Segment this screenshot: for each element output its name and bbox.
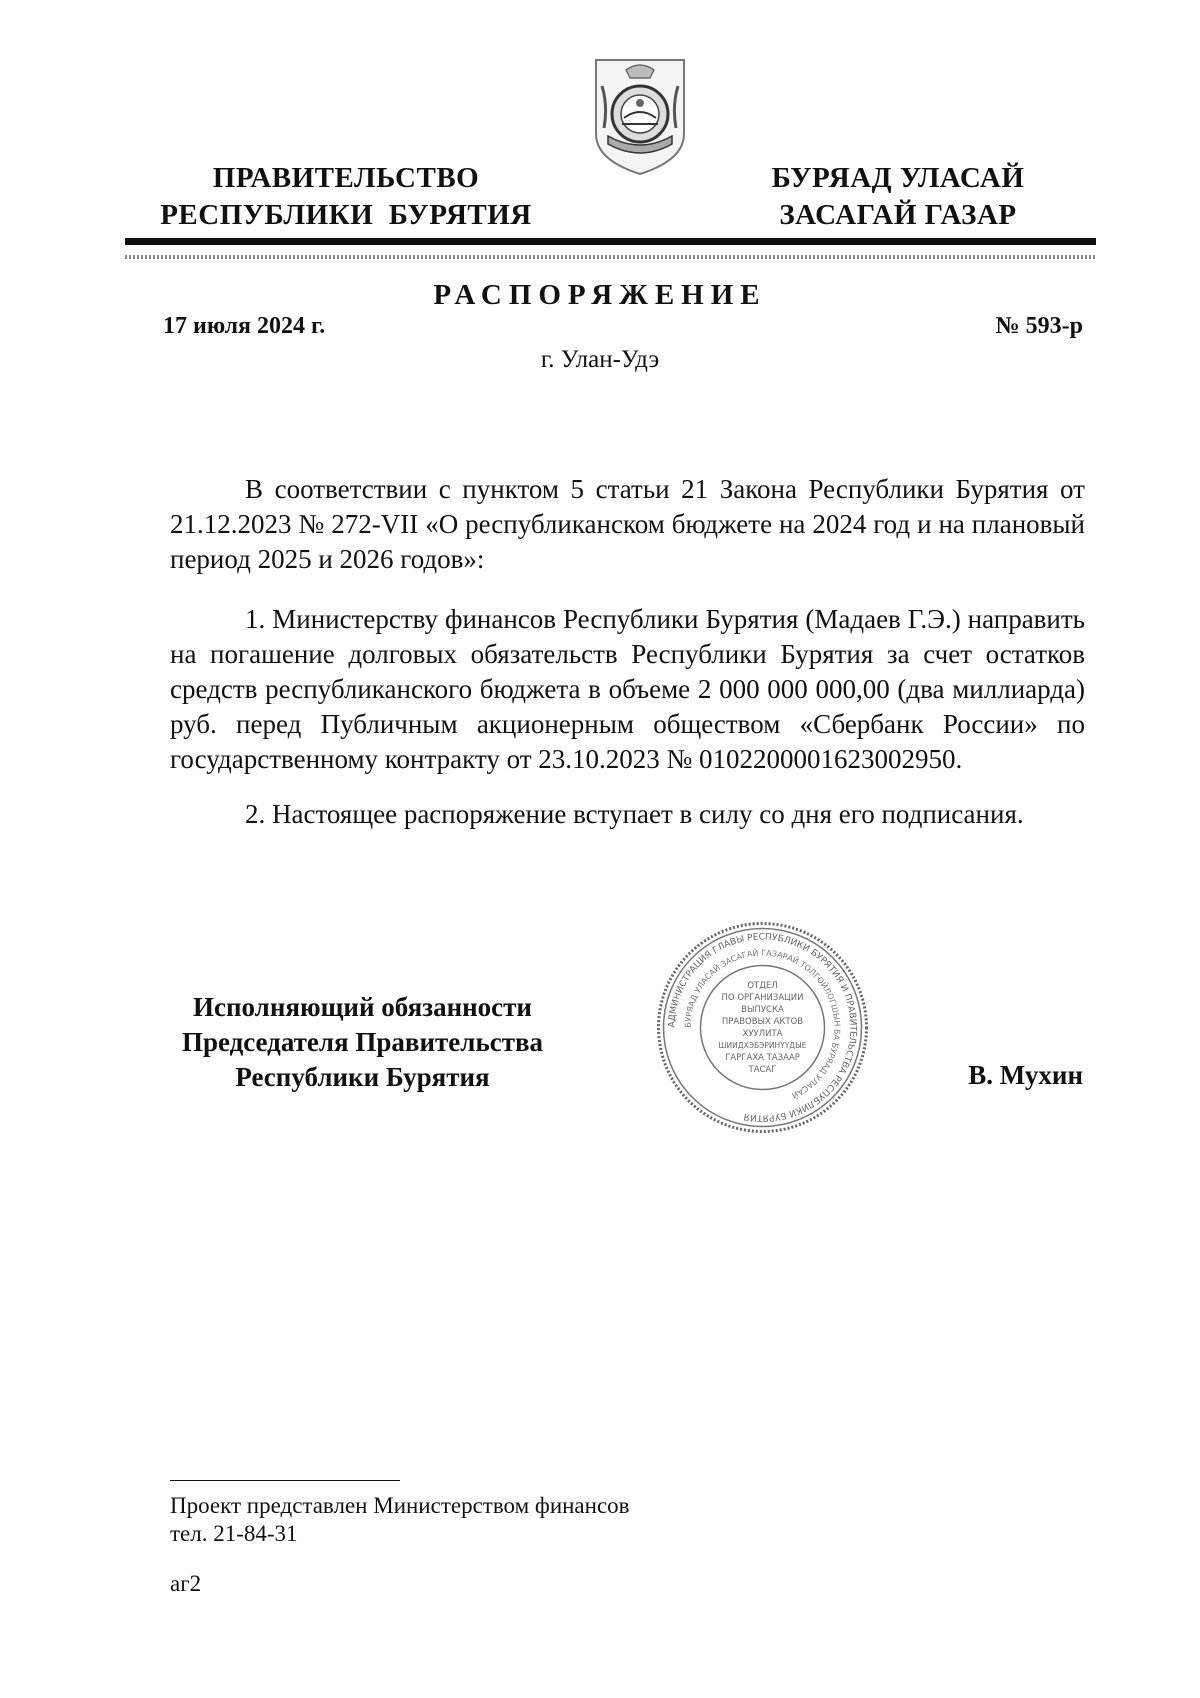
- footer-code: аг2: [170, 1571, 202, 1596]
- footer-phone: тел. 21-84-31: [170, 1521, 298, 1546]
- stamp-center-line: ТАСАГ: [748, 1065, 777, 1075]
- order-city: г. Улан-Удэ: [540, 346, 660, 373]
- official-seal-stamp: [655, 920, 870, 1135]
- header-dotted-divider: [125, 255, 1096, 259]
- footer-note: Проект представлен Министерством финансов: [170, 1493, 630, 1518]
- header-right-line1: БУРЯАД УЛАСАЙ: [771, 162, 1025, 194]
- signer-position: [150, 990, 575, 1095]
- coat-of-arms-emblem-icon: [590, 56, 690, 178]
- header-left-line1: ПРАВИТЕЛЬСТВО: [212, 162, 480, 194]
- header-left-line2: РЕСПУБЛИКИ БУРЯТИЯ: [160, 199, 532, 231]
- document-title: РАСПОРЯЖЕНИЕ: [433, 279, 767, 311]
- stamp-inner-text: БУРЯАД УЛАСАЙ ЗАСАГАЙ ГАЗАРАЙ ТОЛГОЙЛОГШЫН БА БУРЯАД УЛАСАЙ: [683, 948, 842, 1100]
- stamp-center-line: ВЫПУСКА: [741, 1005, 784, 1015]
- body-paragraph-2: [170, 602, 1085, 777]
- svg-text:АДМИНИСТРАЦИЯ ГЛАВЫ РЕСПУБЛИКИ: [667, 932, 857, 1122]
- body-paragraph-1: [170, 472, 1085, 577]
- stamp-center-line: ШИИДХЭБЭРИНҮҮДЫЕ: [718, 1041, 807, 1050]
- paragraph-text: В соответствии с пунктом 5 статьи 21 Закона Республики Бурятия от 21.12.2023 № 272-VII «О республиканском бюджете на 2024 год и на плановый период 2025 и 2026 годов»:: [170, 474, 1085, 574]
- signatory-name: В. Мухин: [968, 1060, 1083, 1090]
- signer-position-line1: Исполняющий обязанности: [193, 992, 532, 1022]
- footer-divider: [170, 1480, 400, 1481]
- paragraph-text: 1. Министерству финансов Республики Бурятия (Мадаев Г.Э.) направить на погашение долговых обязательств Республики Бурятия за счет остатков средств республиканского бюджета в объеме 2 000 000 000,00 (два миллиарда) руб. перед Публичным акционерным обществом «Сбербанк России» по государственному контракту от 23.10.2023 № 0102200001623002950.: [170, 604, 1085, 774]
- stamp-center-line: ОТДЕЛ: [747, 981, 778, 991]
- paragraph-text: 2. Настоящее распоряжение вступает в силу со дня его подписания.: [245, 799, 1024, 829]
- order-date: 17 июля 2024 г.: [163, 313, 326, 339]
- signer-position-line2: Председателя Правительства: [181, 1027, 544, 1057]
- header-right: [742, 160, 1054, 234]
- stamp-center-line: ГАРГАХА ТАЗААР: [725, 1053, 800, 1063]
- header-divider: [125, 238, 1096, 245]
- header-right-line2: ЗАСАГАЙ ГАЗАР: [779, 199, 1017, 231]
- signer-position-line3: Республики Бурятия: [235, 1062, 490, 1092]
- body-paragraph-3: [170, 797, 1085, 832]
- order-number: № 593-р: [995, 313, 1083, 339]
- header-left: [150, 160, 542, 234]
- stamp-center-line: ПО ОРГАНИЗАЦИИ: [721, 993, 804, 1003]
- stamp-center-line: ХУУЛИТА: [742, 1029, 783, 1039]
- stamp-center-line: ПРАВОВЫХ АКТОВ: [721, 1017, 804, 1027]
- stamp-outer-text: АДМИНИСТРАЦИЯ ГЛАВЫ РЕСПУБЛИКИ БУРЯТИЯ И ПРАВИТЕЛЬСТВА РЕСПУБЛИКИ БУРЯТИЯ: [667, 932, 858, 1123]
